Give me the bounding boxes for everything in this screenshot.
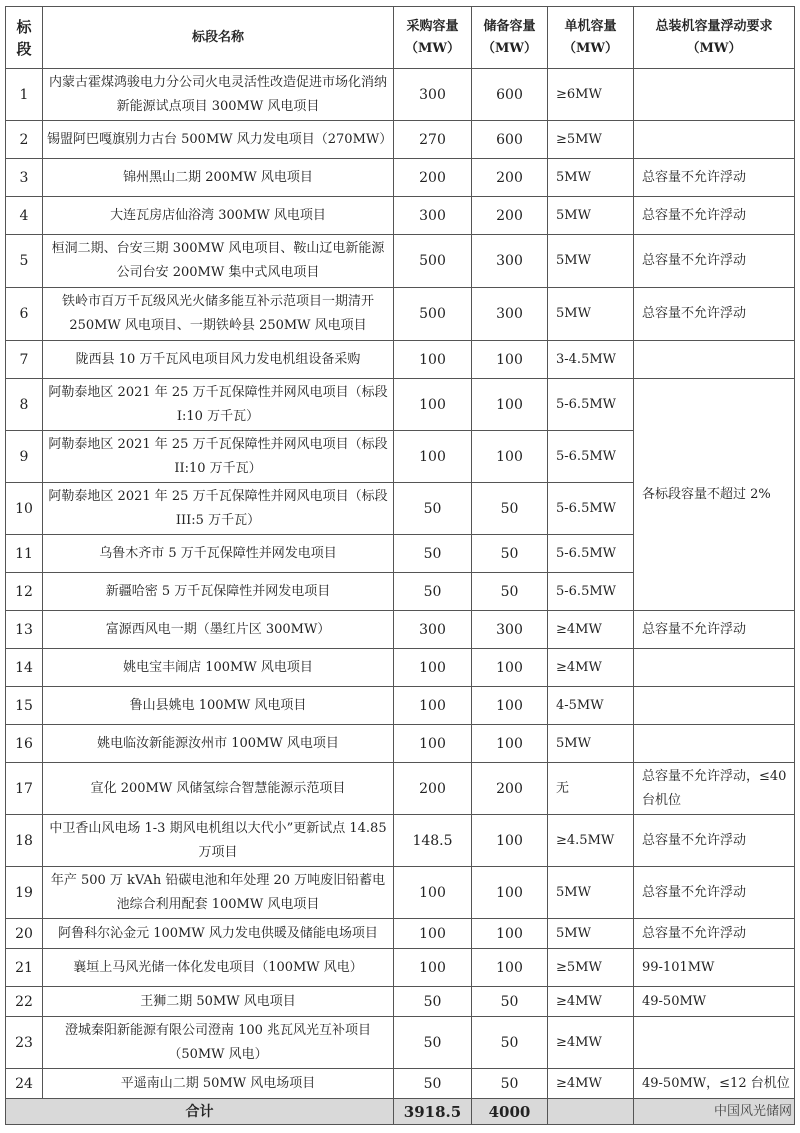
row-purchase: 100 — [394, 919, 472, 949]
row-purchase: 100 — [394, 949, 472, 987]
row-unit: ≥5MW — [548, 949, 634, 987]
row-float: 总容量不允许浮动 — [634, 197, 795, 235]
row-name: 阿鲁科尔沁金元 100MW 风力发电供暖及储能电场项目 — [43, 919, 394, 949]
row-unit: ≥4MW — [548, 1017, 634, 1069]
table-header-row — [6, 7, 795, 69]
table-row — [6, 197, 795, 235]
row-unit: 5-6.5MW — [548, 431, 634, 483]
row-name: 王狮二期 50MW 风电项目 — [43, 987, 394, 1017]
row-reserve: 100 — [472, 815, 548, 867]
row-name: 陇西县 10 万千瓦风电项目风力发电机组设备采购 — [43, 341, 394, 379]
table-row — [6, 611, 795, 649]
row-idx: 20 — [6, 919, 43, 949]
row-reserve: 100 — [472, 725, 548, 763]
row-float: 各标段容量不超过 2% — [634, 379, 795, 611]
row-float — [634, 1017, 795, 1069]
table-row — [6, 725, 795, 763]
row-purchase: 200 — [394, 159, 472, 197]
row-float: 总容量不允许浮动，≤40 台机位 — [634, 763, 795, 815]
table-row — [6, 69, 795, 121]
row-reserve: 100 — [472, 949, 548, 987]
row-idx: 15 — [6, 687, 43, 725]
table-row — [6, 121, 795, 159]
row-name: 大连瓦房店仙浴湾 300MW 风电项目 — [43, 197, 394, 235]
watermark: 中国风光储网 — [713, 1104, 792, 1119]
row-name: 平遥南山二期 50MW 风电场项目 — [43, 1069, 394, 1099]
row-purchase: 50 — [394, 573, 472, 611]
row-float — [634, 121, 795, 159]
row-reserve: 100 — [472, 919, 548, 949]
header-name: 标段名称 — [43, 7, 394, 69]
row-float — [634, 341, 795, 379]
table-row — [6, 159, 795, 197]
row-unit: ≥4MW — [548, 987, 634, 1017]
row-idx: 4 — [6, 197, 43, 235]
row-name: 年产 500 万 kVAh 铅碳电池和年处理 20 万吨废旧铅蓄电池综合利用配套 100MW 风电项目 — [43, 867, 394, 919]
row-idx: 5 — [6, 235, 43, 288]
row-unit: 无 — [548, 763, 634, 815]
row-reserve: 200 — [472, 763, 548, 815]
row-unit: 5MW — [548, 919, 634, 949]
row-reserve: 100 — [472, 687, 548, 725]
row-reserve: 50 — [472, 483, 548, 535]
row-idx: 19 — [6, 867, 43, 919]
row-purchase: 300 — [394, 611, 472, 649]
row-float: 总容量不允许浮动 — [634, 611, 795, 649]
row-reserve: 600 — [472, 69, 548, 121]
row-name: 鲁山县姚电 100MW 风电项目 — [43, 687, 394, 725]
total-purchase: 3918.5 — [394, 1099, 472, 1125]
row-idx: 22 — [6, 987, 43, 1017]
row-idx: 10 — [6, 483, 43, 535]
row-purchase: 100 — [394, 649, 472, 687]
row-unit: ≥4MW — [548, 649, 634, 687]
table-row — [6, 763, 795, 815]
row-unit: 5-6.5MW — [548, 535, 634, 573]
row-purchase: 100 — [394, 725, 472, 763]
row-reserve: 200 — [472, 197, 548, 235]
row-idx: 14 — [6, 649, 43, 687]
row-unit: 5MW — [548, 235, 634, 288]
row-unit: 5MW — [548, 725, 634, 763]
row-purchase: 270 — [394, 121, 472, 159]
row-name: 乌鲁木齐市 5 万千瓦保障性并网发电项目 — [43, 535, 394, 573]
row-idx: 13 — [6, 611, 43, 649]
row-name: 内蒙古霍煤鸿骏电力分公司火电灵活性改造促进市场化消纳新能源试点项目 300MW 风电项目 — [43, 69, 394, 121]
row-float: 总容量不允许浮动 — [634, 235, 795, 288]
row-idx: 24 — [6, 1069, 43, 1099]
row-name: 中卫香山风电场 1-3 期风电机组以大代小”更新试点 14.85 万项目 — [43, 815, 394, 867]
row-float: 49-50MW，≤12 台机位 — [634, 1069, 795, 1099]
row-idx: 9 — [6, 431, 43, 483]
row-purchase: 300 — [394, 197, 472, 235]
row-reserve: 50 — [472, 1069, 548, 1099]
row-float — [634, 725, 795, 763]
row-purchase: 500 — [394, 288, 472, 341]
row-reserve: 50 — [472, 1017, 548, 1069]
table-row — [6, 649, 795, 687]
row-name: 铁岭市百万千瓦级风光火储多能互补示范项目一期清开 250MW 风电项目、一期铁岭县 250MW 风电项目 — [43, 288, 394, 341]
row-name: 姚电宝丰闹店 100MW 风电项目 — [43, 649, 394, 687]
row-purchase: 50 — [394, 535, 472, 573]
row-idx: 23 — [6, 1017, 43, 1069]
row-float — [634, 687, 795, 725]
row-purchase: 100 — [394, 379, 472, 431]
row-name: 澄城秦阳新能源有限公司澄南 100 兆瓦风光互补项目（50MW 风电） — [43, 1017, 394, 1069]
row-name: 桓洞二期、台安三期 300MW 风电项目、鞍山辽电新能源公司台安 200MW 集中式风电项目 — [43, 235, 394, 288]
header-float: 总装机容量浮动要求（MW） — [634, 7, 795, 69]
row-name: 姚电临汝新能源汝州市 100MW 风电项目 — [43, 725, 394, 763]
row-idx: 17 — [6, 763, 43, 815]
total-row — [6, 1099, 795, 1125]
row-purchase: 50 — [394, 483, 472, 535]
table-row — [6, 919, 795, 949]
table-row — [6, 949, 795, 987]
row-name: 新疆哈密 5 万千瓦保障性并网发电项目 — [43, 573, 394, 611]
row-float — [634, 69, 795, 121]
row-float: 总容量不允许浮动 — [634, 919, 795, 949]
row-name: 锦州黑山二期 200MW 风电项目 — [43, 159, 394, 197]
row-float — [634, 649, 795, 687]
total-empty-unit — [548, 1099, 634, 1125]
row-unit: 5-6.5MW — [548, 379, 634, 431]
row-idx: 3 — [6, 159, 43, 197]
row-purchase: 100 — [394, 867, 472, 919]
table-row — [6, 341, 795, 379]
row-idx: 7 — [6, 341, 43, 379]
row-name: 锡盟阿巴嘎旗别力古台 500MW 风力发电项目（270MW） — [43, 121, 394, 159]
bid-sections-table — [5, 6, 795, 1125]
table-row — [6, 687, 795, 725]
row-idx: 2 — [6, 121, 43, 159]
row-name: 阿勒泰地区 2021 年 25 万千瓦保障性并网风电项目（标段 I:10 万千瓦） — [43, 379, 394, 431]
table-row — [6, 288, 795, 341]
row-reserve: 50 — [472, 535, 548, 573]
row-reserve: 100 — [472, 867, 548, 919]
row-reserve: 100 — [472, 341, 548, 379]
table-row — [6, 867, 795, 919]
row-reserve: 300 — [472, 611, 548, 649]
row-idx: 21 — [6, 949, 43, 987]
row-reserve: 100 — [472, 431, 548, 483]
row-unit: 5MW — [548, 288, 634, 341]
row-name: 阿勒泰地区 2021 年 25 万千瓦保障性并网风电项目（标段 II:10 万千瓦） — [43, 431, 394, 483]
row-unit: 5-6.5MW — [548, 573, 634, 611]
row-unit: ≥4MW — [548, 611, 634, 649]
table-row — [6, 1017, 795, 1069]
row-purchase: 50 — [394, 1017, 472, 1069]
row-reserve: 300 — [472, 288, 548, 341]
row-float: 总容量不允许浮动 — [634, 288, 795, 341]
row-float: 总容量不允许浮动 — [634, 159, 795, 197]
row-idx: 16 — [6, 725, 43, 763]
row-unit: 3-4.5MW — [548, 341, 634, 379]
row-unit: 5MW — [548, 197, 634, 235]
header-idx: 标段 — [6, 7, 43, 69]
row-purchase: 300 — [394, 69, 472, 121]
table-row — [6, 987, 795, 1017]
header-purchase: 采购容量（MW） — [394, 7, 472, 69]
header-unit: 单机容量（MW） — [548, 7, 634, 69]
row-purchase: 200 — [394, 763, 472, 815]
row-float: 99-101MW — [634, 949, 795, 987]
row-idx: 1 — [6, 69, 43, 121]
row-idx: 12 — [6, 573, 43, 611]
row-idx: 11 — [6, 535, 43, 573]
row-unit: ≥4.5MW — [548, 815, 634, 867]
total-label: 合计 — [6, 1099, 394, 1125]
row-unit: 5MW — [548, 867, 634, 919]
row-name: 襄垣上马风光储一体化发电项目（100MW 风电） — [43, 949, 394, 987]
row-unit: ≥5MW — [548, 121, 634, 159]
table-row — [6, 815, 795, 867]
row-unit: ≥4MW — [548, 1069, 634, 1099]
row-purchase: 50 — [394, 1069, 472, 1099]
table-row — [6, 235, 795, 288]
row-reserve: 300 — [472, 235, 548, 288]
row-unit: 4-5MW — [548, 687, 634, 725]
table-row — [6, 379, 795, 431]
row-float: 总容量不允许浮动 — [634, 867, 795, 919]
row-idx: 6 — [6, 288, 43, 341]
row-float: 总容量不允许浮动 — [634, 815, 795, 867]
total-reserve: 4000 — [472, 1099, 548, 1125]
row-float: 49-50MW — [634, 987, 795, 1017]
table-row — [6, 1069, 795, 1099]
header-reserve: 储备容量（MW） — [472, 7, 548, 69]
row-purchase: 500 — [394, 235, 472, 288]
row-reserve: 50 — [472, 987, 548, 1017]
row-reserve: 100 — [472, 649, 548, 687]
row-purchase: 50 — [394, 987, 472, 1017]
row-reserve: 50 — [472, 573, 548, 611]
row-unit: 5-6.5MW — [548, 483, 634, 535]
row-unit: 5MW — [548, 159, 634, 197]
row-purchase: 100 — [394, 341, 472, 379]
row-purchase: 100 — [394, 687, 472, 725]
row-name: 富源西风电一期（墨红片区 300MW） — [43, 611, 394, 649]
row-name: 阿勒泰地区 2021 年 25 万千瓦保障性并网风电项目（标段 III:5 万千瓦） — [43, 483, 394, 535]
row-purchase: 100 — [394, 431, 472, 483]
row-reserve: 200 — [472, 159, 548, 197]
row-reserve: 100 — [472, 379, 548, 431]
row-reserve: 600 — [472, 121, 548, 159]
row-purchase: 148.5 — [394, 815, 472, 867]
row-unit: ≥6MW — [548, 69, 634, 121]
row-name: 宣化 200MW 风储氢综合智慧能源示范项目 — [43, 763, 394, 815]
row-idx: 18 — [6, 815, 43, 867]
row-idx: 8 — [6, 379, 43, 431]
